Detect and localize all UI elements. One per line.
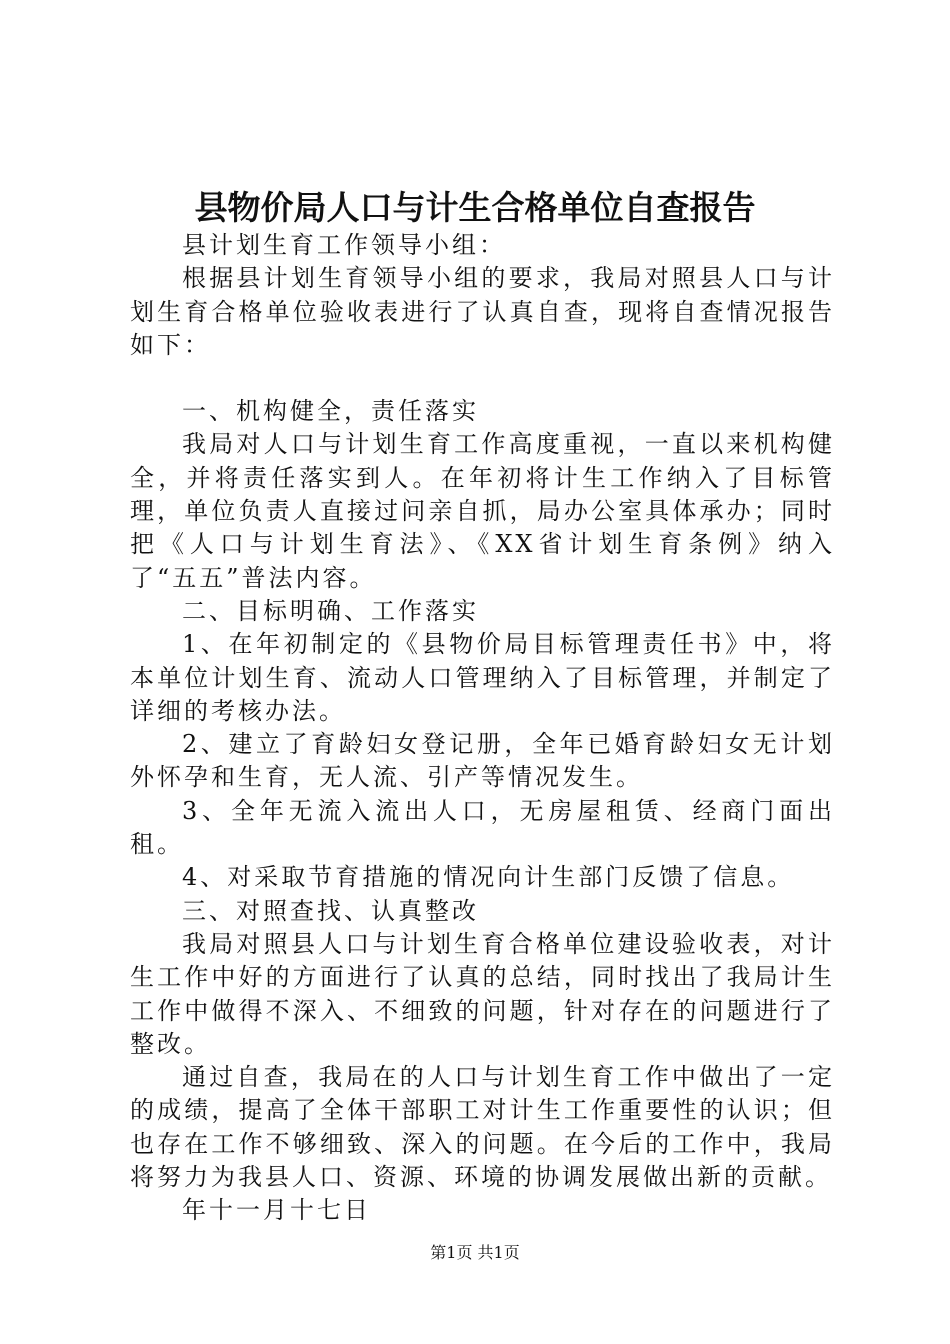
section-2-item-3: 3、全年无流入流出人口，无房屋租赁、经商门面出租。: [130, 796, 835, 859]
document-date: 年十一月十七日: [182, 1196, 371, 1225]
intro-paragraph: 根据县计划生育领导小组的要求，我局对照县人口与计划生育合格单位验收表进行了认真自查，现将自查情况报告如下：: [130, 264, 835, 359]
section-2-item-1: 1、在年初制定的《县物价局目标管理责任书》中，将本单位计划生育、流动人口管理纳入了目标管理，并制定了详细的考核办法。: [130, 630, 835, 725]
blank-line: [130, 362, 835, 395]
section-heading-3: 三、对照查找、认真整改: [182, 896, 479, 925]
page-indicator: 第1页 共1页: [430, 1243, 520, 1262]
document-body: [130, 229, 835, 1228]
section-2-item-4: 4、对采取节育措施的情况向计生部门反馈了信息。: [182, 863, 795, 892]
section-1-paragraph: 我局对人口与计划生育工作高度重视，一直以来机构健全，并将责任落实到人。在年初将计生工作纳入了目标管理，单位负责人直接过问亲自抓，局办公室具体承办；同时把《人口与计划生育法》、《XX省计划生育条例》纳入了“五五”普法内容。: [130, 430, 835, 592]
section-heading-1: 一、机构健全，责任落实: [182, 397, 479, 426]
document-title: 县物价局人口与计生合格单位自查报告: [194, 188, 756, 227]
salutation: 县计划生育工作领导小组：: [182, 231, 506, 259]
section-heading-2: 二、目标明确、工作落实: [182, 596, 479, 625]
section-2-item-2: 2、建立了育龄妇女登记册，全年已婚育龄妇女无计划外怀孕和生育，无人流、引产等情况发生。: [130, 730, 835, 792]
section-3-paragraph: 我局对照县人口与计划生育合格单位建设验收表，对计生工作中好的方面进行了认真的总结，同时找出了我局计生工作中做得不深入、不细致的问题，针对存在的问题进行了整改。: [130, 929, 835, 1058]
conclusion-paragraph: 通过自查，我局在的人口与计划生育工作中做出了一定的成绩，提高了全体干部职工对计生工作重要性的认识；但也存在工作不够细致、深入的问题。在今后的工作中，我局将努力为我县人口、资源、环境的协调发展做出新的贡献。: [130, 1063, 835, 1192]
